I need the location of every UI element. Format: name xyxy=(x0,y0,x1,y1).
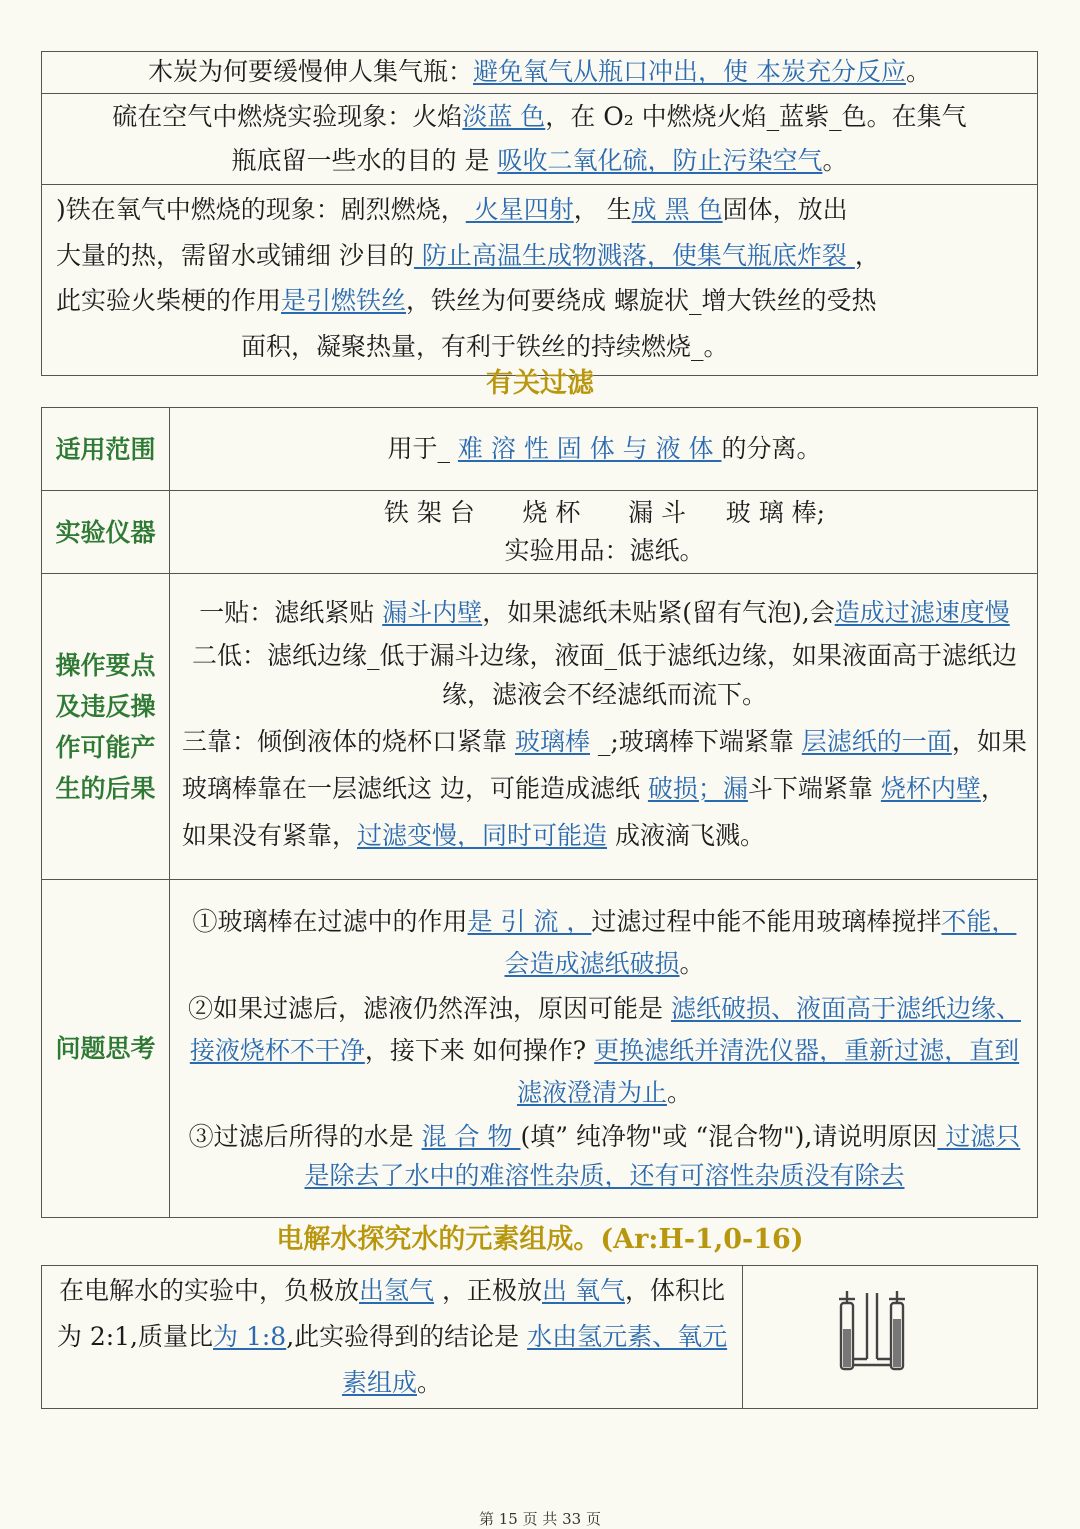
electrolysis-table xyxy=(41,1265,1038,1409)
question-3: ③过滤后所得的水是 混 合 物 (填” 纯净物"或 “混合物"),请说明原因 过滤只是除去了水中的难溶性杂质，还有可溶性杂质没有除去 xyxy=(188,1121,1021,1190)
electrolysis-title: 电解水探究水的元素组成。(Ar:H-1,0-16) xyxy=(276,1224,804,1255)
rule-sankao: 三靠：倾倒液体的烧杯口紧靠 玻璃棒 _;玻璃棒下端紧靠 层滤纸的一面，如果玻璃棒靠在一层滤纸这 边，可能造成滤纸 破损；漏斗下端紧靠 烧杯内壁，如果没有紧靠，过滤变慢，同时可能造 成液滴飞溅。 xyxy=(182,726,1027,850)
iron-row: )铁在氧气中燃烧的现象：剧烈燃烧， 火星四射， 生成 黑 色固体，放出 大量的热，需留水或铺细 沙目的 防止高温生成物溅落，使集气瓶底炸裂 ， 此实验火柴梗的作用是引燃铁丝，铁丝为何要绕成 螺旋状_增大铁丝的受热 面积，凝聚热量，有利于铁丝的持续燃烧_。 xyxy=(56,195,880,361)
sulfur-row: 硫在空气中燃烧实验现象：火焰淡蓝 色，在 O₂ 中燃烧火焰_蓝紫_色。在集气 瓶底留一些水的目的 是 吸收二氧化硫，防止污染空气。 xyxy=(42,94,1037,185)
operation-content xyxy=(170,574,1038,880)
scope-content: 用于_ 难 溶 性 固 体 与 液 体 的分离。 xyxy=(170,408,1038,491)
electrolysis-text: 在电解水的实验中，负极放出氢气 ，正极放出 氧气，体积比为 2:1,质量比为 1:8,此实验得到的结论是 水由氢元素、氧元素组成。 xyxy=(42,1266,743,1409)
questions-content xyxy=(170,880,1038,1218)
apparatus-content xyxy=(170,491,1038,574)
scope-answer: 难 溶 性 固 体 与 液 体 xyxy=(457,434,722,463)
questions-row xyxy=(42,880,1038,1218)
filtration-table xyxy=(41,407,1038,1218)
page-footer: 第 15 页 共 33 页 xyxy=(478,1510,601,1528)
combustion-table xyxy=(41,51,1038,376)
question-2: ②如果过滤后，滤液仍然浑浊，原因可能是 滤纸破损、液面高于滤纸边缘、接液烧杯不干净，接下来 如何操作? 更换滤纸并清洗仪器，重新过滤，直到滤液澄清为止。 xyxy=(188,993,1021,1107)
electrolysis-row xyxy=(42,1266,1038,1409)
apparatus-row xyxy=(42,491,1038,574)
question-1: ①玻璃棒在过滤中的作用是 引 流 ，过滤过程中能不能用玻璃棒搅拌不能，会造成滤纸破损。 xyxy=(192,906,1017,978)
sulfur-flame-answer: 淡蓝 色 xyxy=(462,102,546,131)
operation-label: 操作要点及违反操作可能产生的后果 xyxy=(42,574,170,880)
iron-answer-water: 防止高温生成物溅落，使集气瓶底炸裂 xyxy=(413,240,855,270)
iron-answer-match: 是引燃铁丝 xyxy=(281,286,407,315)
charcoal-answer: 避免氧气从瓶口冲出，使 本炭充分反应 xyxy=(473,57,906,86)
charcoal-question: 木炭为何要缓慢伸人集气瓶： xyxy=(148,57,474,86)
operation-row xyxy=(42,574,1038,880)
iron-answer-black: 成 黑 色 xyxy=(631,195,723,224)
scope-row xyxy=(42,408,1038,491)
rule-erdi: 二低：滤纸边缘_低于漏斗边缘，液面_低于滤纸边缘，如果液面高于滤纸边缘，滤液会不经滤纸而流下。 xyxy=(191,640,1017,709)
charcoal-row: 木炭为何要缓慢伸人集气瓶：避免氧气从瓶口冲出，使 本炭充分反应。 xyxy=(42,52,1037,94)
apparatus-label: 实验仪器 xyxy=(42,491,170,574)
electrolysis-apparatus-icon xyxy=(829,1289,919,1379)
iron-answer-sparks: 火星四射 xyxy=(465,195,574,224)
rule-yitie: 一贴：滤纸紧贴 漏斗内壁，如果滤纸未贴紧(留有气泡),会造成过滤速度慢 xyxy=(199,597,1010,627)
scope-label: 适用范围 xyxy=(42,408,170,491)
sulfur-water-answer: 吸收二氧化硫，防止污染空气 xyxy=(497,146,823,175)
electrolysis-figure-cell xyxy=(743,1266,1038,1409)
filtration-title: 有关过滤 xyxy=(486,368,594,399)
questions-label: 问题思考 xyxy=(42,880,170,1218)
apparatus-list: 铁 架 台 烧 杯 漏 斗 玻 璃 棒; xyxy=(383,498,826,527)
apparatus-supplies: 实验用品：滤纸。 xyxy=(504,536,705,565)
